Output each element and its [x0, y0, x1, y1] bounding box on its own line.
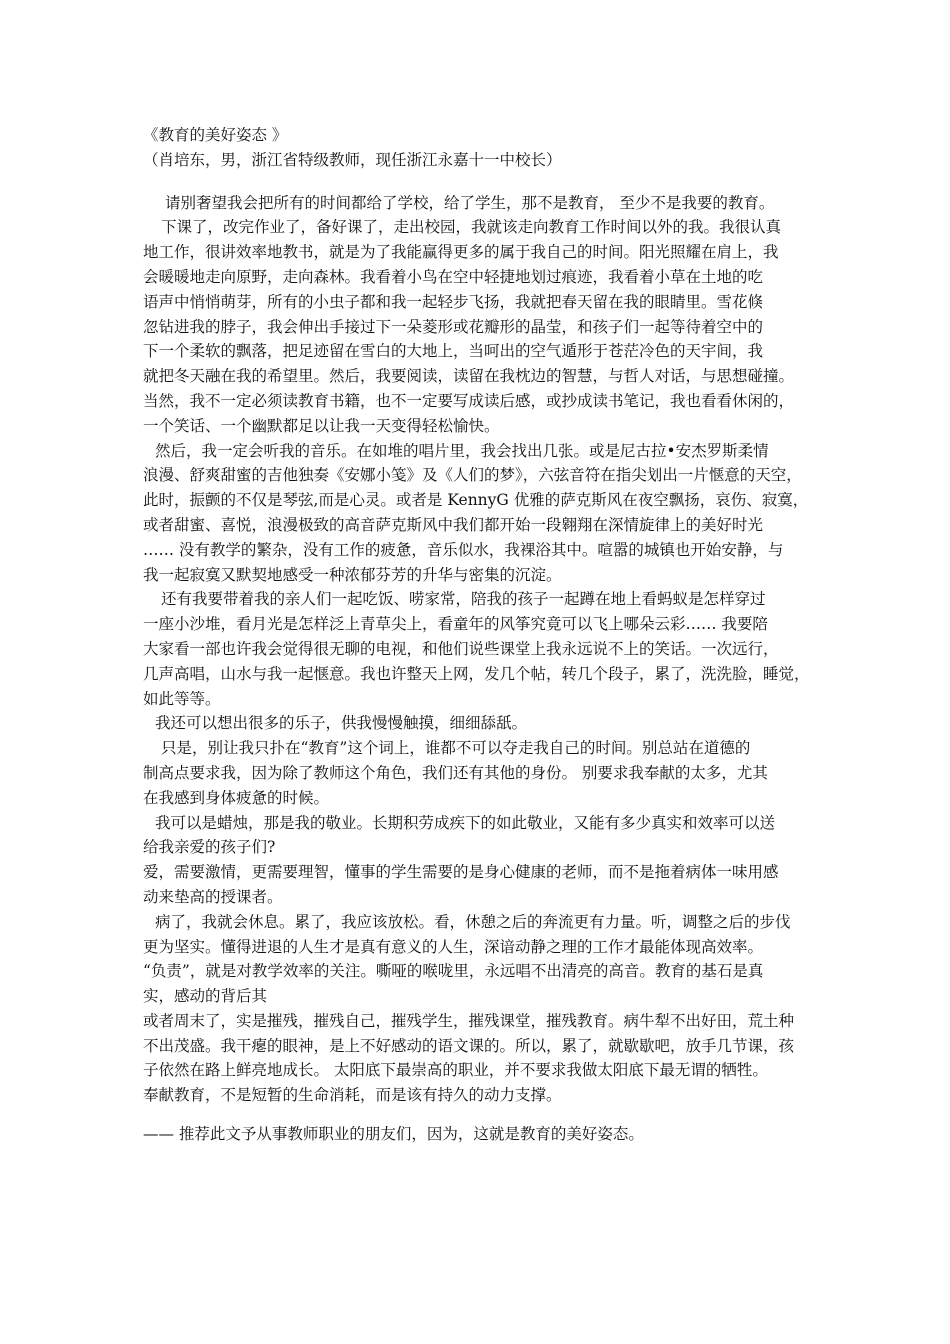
- text-line: 实，感动的背后其: [143, 987, 268, 1006]
- text-line: 浪漫、舒爽甜蜜的吉他独奏《安娜小笺》及《人们的梦》，六弦音符在指尖划出一片惬意的天空，: [143, 466, 802, 485]
- text-line: 还有我要带着我的亲人们一起吃饭、唠家常，陪我的孩子一起蹲在地上看蚂蚁是怎样穿过: [161, 590, 766, 609]
- text-line: 下课了，改完作业了，备好课了，走出校园，我就该走向教育工作时间以外的我。我很认真: [161, 218, 782, 237]
- text-line: 几声高唱，山水与我一起惬意。我也许整天上网，发几个帖，转几个段子，累了，洗洗脸，睡觉，: [143, 664, 810, 683]
- text-line: 然后，我一定会听我的音乐。在如堆的唱片里，我会找出几张。或是尼古拉•安杰罗斯柔情: [155, 441, 769, 460]
- text-line: 忽钻进我的脖子，我会伸出手接过下一朵菱形或花瓣形的晶莹，和孩子们一起等待着空中的: [143, 317, 764, 336]
- document-page: [143, 123, 813, 1147]
- document-title: 《教育的美好姿态 》: [143, 126, 288, 144]
- text-line: 动来垫高的授课者。: [143, 887, 283, 906]
- text-line: …… 没有教学的繁杂，没有工作的疲惫，音乐似水，我裸浴其中。喧嚣的城镇也开始安静，与: [143, 540, 784, 559]
- text-line: 地工作，很讲效率地教书，就是为了我能赢得更多的属于我自己的时间。阳光照耀在肩上，我: [143, 243, 779, 262]
- text-line: 在我感到身体疲惫的时候。: [143, 788, 330, 807]
- text-line: 制高点要求我，因为除了教师这个角色，我们还有其他的身份。 别要求我奉献的太多，尤其: [143, 763, 768, 782]
- body-text: [143, 191, 813, 1108]
- closing-line: —— 推荐此文予从事教师职业的朋友们，因为，这就是教育的美好姿态。: [143, 1125, 644, 1144]
- text-line: 给我亲爱的孩子们?: [143, 838, 276, 857]
- text-line: 如此等等。: [143, 689, 221, 708]
- text-line: 爱，需要激情，更需要理智，懂事的学生需要的是身心健康的老师，而不是拖着病体一味用感: [143, 863, 779, 882]
- text-line: 会暖暖地走向原野，走向森林。我看着小鸟在空中轻捷地划过痕迹，我看着小草在土地的吃: [143, 267, 764, 286]
- text-line: 我可以是蜡烛，那是我的敬业。长期积劳成疾下的如此敬业，又能有多少真实和效率可以送: [155, 813, 776, 832]
- text-line: 下一个柔软的飘落，把足迹留在雪白的大地上，当呵出的空气遁形于苍茫冷色的天宇间，我: [143, 342, 764, 361]
- text-line: 更为坚实。懂得进退的人生才是真有意义的人生，深谙动静之理的工作才最能体现高效率。: [143, 937, 764, 956]
- text-line: 不出茂盛。我干瘪的眼神，是上不好感动的语文课的。所以，累了，就歇歇吧，放手几节课，孩: [143, 1036, 795, 1055]
- text-line: 只是，别让我只扑在“教育”这个词上，谁都不可以夺走我自己的时间。别总站在道德的: [161, 739, 751, 758]
- text-line: 我一起寂寞又默契地感受一种浓郁芬芳的升华与密集的沉淀。: [143, 565, 562, 584]
- text-line: “负责”，就是对教学效率的关注。嘶哑的喉咙里，永远唱不出清亮的高音。教育的基石是真: [143, 962, 764, 981]
- text-line: 或者周末了，实是摧残，摧残自己，摧残学生，摧残课堂，摧残教育。病牛犁不出好田，荒土种: [143, 1011, 795, 1030]
- spacer: [143, 1108, 813, 1122]
- text-line: 此时，振颤的不仅是琴弦,而是心灵。或者是 KennyG 优雅的萨克斯风在夜空飘扬，哀伤、寂寞，: [143, 491, 809, 510]
- text-line: 请别奢望我会把所有的时间都给了学校，给了学生，那不是教育， 至少不是我要的教育。: [165, 193, 775, 212]
- text-line: 语声中悄悄萌芽，所有的小虫子都和我一起轻步飞扬，我就把春天留在我的眼睛里。雪花倏: [143, 292, 764, 311]
- text-line: 病了，我就会休息。累了，我应该放松。看，休憩之后的奔流更有力量。听，调整之后的步伐: [155, 912, 791, 931]
- text-line: 一个笑话、一个幽默都足以让我一天变得轻松愉快。: [143, 416, 500, 435]
- text-line: 一座小沙堆，看月光是怎样泛上青草尖上，看童年的风筝究竟可以飞上哪朵云彩…… 我要陪: [143, 615, 768, 634]
- text-line: 当然，我不一定必须读教育书籍，也不一定要写成读后感，或抄成读书笔记，我也看看休闲的，: [143, 391, 795, 410]
- text-line: 子依然在路上鲜亮地成长。 太阳底下最崇高的职业，并不要求我做太阳底下最无谓的牺牲。: [143, 1061, 768, 1080]
- spacer: [143, 173, 813, 191]
- author-line: （肖培东，男，浙江省特级教师，现任浙江永嘉十一中校长）: [143, 150, 562, 169]
- text-line: 或者甜蜜、喜悦，浪漫极致的高音萨克斯风中我们都开始一段翱翔在深情旋律上的美好时光: [143, 515, 764, 534]
- text-line: 就把冬天融在我的希望里。然后，我要阅读，读留在我枕边的智慧，与哲人对话，与思想碰撞。: [143, 367, 795, 386]
- text-line: 我还可以想出很多的乐子，供我慢慢触摸，细细舔舐。: [155, 714, 528, 733]
- text-line: 奉献教育，不是短暂的生命消耗，而是该有持久的动力支撑。: [143, 1086, 562, 1105]
- text-line: 大家看一部也许我会觉得很无聊的电视，和他们说些课堂上我永远说不上的笑话。一次远行，: [143, 639, 779, 658]
